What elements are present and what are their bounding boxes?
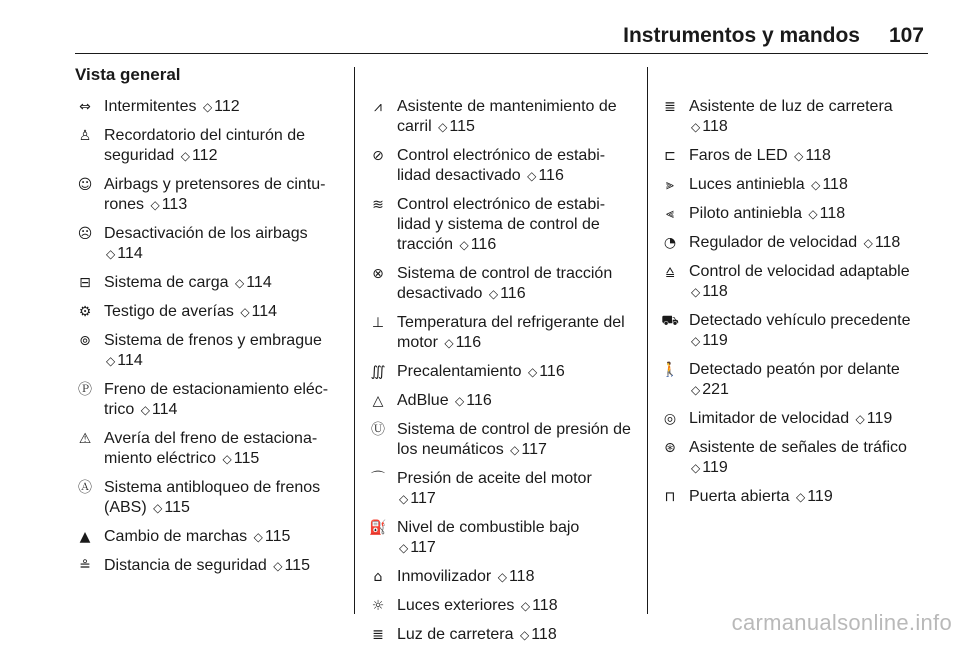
indicator-label: Sistema de frenos y embrague [104, 332, 322, 349]
page-reference[interactable] [518, 626, 557, 643]
page-reference[interactable] [794, 488, 833, 505]
page-reference-arrow-icon: ◇ [106, 354, 116, 368]
page-reference-arrow-icon: ◇ [455, 394, 465, 408]
page-reference-arrow-icon: ◇ [438, 120, 448, 134]
indicator-entry [368, 567, 636, 587]
page-reference-arrow-icon: ◇ [273, 559, 283, 573]
indicator-entry [75, 126, 345, 166]
page-reference-number: 117 [410, 539, 436, 556]
seat-belt-icon: ♙ [78, 128, 92, 144]
page-reference[interactable] [689, 459, 728, 476]
indicator-entry [75, 175, 345, 215]
page-reference-number: 116 [538, 167, 564, 184]
page-reference-arrow-icon: ◇ [691, 461, 701, 475]
page-reference-number: 115 [449, 118, 475, 135]
indicator-entry [368, 195, 636, 255]
indicator-label: Desactivación de los airbags [104, 225, 308, 242]
speed-limiter-icon: ◎ [663, 411, 677, 427]
page-reference-arrow-icon: ◇ [497, 570, 507, 584]
page-reference[interactable] [397, 539, 436, 556]
indicator-label: Temperatura del refrigerante del motor [397, 314, 625, 351]
indicator-label: Avería del freno de estaciona- miento eléctrico [104, 430, 318, 467]
page-reference-arrow-icon: ◇ [202, 100, 213, 114]
page-reference[interactable] [689, 332, 728, 349]
page-reference-arrow-icon: ◇ [811, 178, 821, 192]
indicator-entry [368, 146, 636, 186]
indicator-entry [368, 97, 636, 137]
indicator-label: Airbags y pretensores de cintu- rones [104, 176, 326, 213]
page-reference[interactable] [442, 334, 481, 351]
column-right [660, 97, 930, 516]
indicator-label: Piloto antiniebla [689, 205, 802, 222]
page-reference[interactable] [201, 98, 240, 115]
indicator-entry [660, 487, 930, 507]
page-reference-arrow-icon: ◇ [808, 207, 818, 221]
indicator-entry [75, 429, 345, 469]
esc-off-icon: ⊘ [372, 148, 384, 164]
page-reference-number: 119 [702, 332, 728, 349]
page-reference-number: 114 [251, 303, 278, 320]
indicator-entry [368, 313, 636, 353]
indicator-entry [660, 146, 930, 166]
indicator-label: Control de velocidad adaptable [689, 263, 910, 280]
vehicle-ahead-icon: ⛟ [661, 313, 679, 329]
page-reference-arrow-icon: ◇ [399, 541, 409, 555]
page-reference-arrow-icon: ◇ [140, 403, 150, 417]
page-reference-arrow-icon: ◇ [459, 238, 469, 252]
indicator-entry [660, 311, 930, 351]
page-reference[interactable] [238, 303, 277, 320]
rear-fog-light-icon: ⫷ [666, 206, 674, 222]
indicator-entry [75, 331, 345, 371]
indicator-label: Faros de LED [689, 147, 788, 164]
page-reference-number: 118 [805, 147, 831, 164]
page-reference-arrow-icon: ◇ [855, 412, 865, 426]
airbag-off-icon: ☹ [77, 226, 93, 242]
cruise-control-icon: ◔ [663, 235, 677, 251]
indicator-label: Presión de aceite del motor [397, 470, 592, 487]
indicator-label: Sistema antibloqueo de frenos (ABS) [104, 479, 321, 516]
parking-brake-fault-icon: ⚠ [78, 431, 92, 447]
immobilizer-icon: ⌂ [373, 569, 383, 585]
page-reference-number: 117 [410, 490, 436, 507]
page-reference-arrow-icon: ◇ [691, 383, 701, 397]
chapter-title: Instrumentos y mandos [623, 24, 860, 47]
indicator-entry [660, 262, 930, 302]
page-reference-number: 116 [470, 236, 497, 253]
page-reference[interactable] [104, 352, 143, 369]
indicator-entry [75, 302, 345, 322]
page-reference[interactable] [151, 499, 190, 516]
page-reference[interactable] [496, 568, 535, 585]
indicator-label: AdBlue [397, 392, 449, 409]
indicator-entry [75, 556, 345, 576]
page-reference[interactable] [854, 410, 893, 427]
page-reference-arrow-icon: ◇ [180, 149, 190, 163]
page-reference[interactable] [148, 196, 187, 213]
indicator-entry [660, 233, 930, 253]
page-reference-arrow-icon: ◇ [106, 247, 116, 261]
page-reference-arrow-icon: ◇ [222, 452, 232, 466]
page-reference-number: 114 [117, 352, 143, 369]
page-reference-arrow-icon: ◇ [488, 287, 499, 301]
indicator-entry [660, 97, 930, 137]
column-divider [354, 67, 355, 614]
page-reference-number: 115 [284, 557, 310, 574]
page-reference[interactable] [508, 441, 547, 458]
indicator-label: Puerta abierta [689, 488, 790, 505]
header-rule [75, 53, 928, 54]
indicator-label: Intermitentes [104, 98, 197, 115]
page-reference[interactable] [271, 557, 310, 574]
indicator-entry [660, 409, 930, 429]
indicator-entry [75, 224, 345, 264]
indicator-label: Luz de carretera [397, 626, 514, 643]
column-divider [647, 67, 648, 614]
page-reference-arrow-icon: ◇ [150, 198, 160, 212]
page-reference[interactable] [487, 285, 526, 302]
lane-assist-icon: ⩘ [374, 99, 382, 115]
page-reference[interactable] [233, 274, 272, 291]
page-reference-arrow-icon: ◇ [519, 628, 530, 642]
indicator-label: Asistente de mantenimiento de carril [397, 98, 617, 135]
indicator-label: Precalentamiento [397, 363, 522, 380]
indicator-entry [368, 469, 636, 509]
turn-signal-icon: ⇔ [79, 99, 91, 115]
indicator-entry [660, 204, 930, 224]
page-reference-number: 114 [246, 274, 272, 291]
indicator-label: Nivel de combustible bajo [397, 519, 580, 536]
indicator-label: Sistema de carga [104, 274, 229, 291]
indicator-label: Detectado peatón por delante [689, 361, 900, 378]
indicator-entry [368, 596, 636, 616]
indicator-label: Sistema de control de tracción desactivado [397, 265, 613, 302]
oil-pressure-icon: ⌒ [371, 471, 385, 487]
page-reference-number: 117 [521, 441, 547, 458]
watermark: carmanualsonline.info [731, 610, 952, 635]
page-reference[interactable] [806, 205, 845, 222]
low-fuel-icon: ⛽ [369, 520, 387, 536]
coolant-temperature-icon: ⊥ [371, 315, 385, 331]
page-reference-number: 116 [466, 392, 492, 409]
indicator-label: Sistema de control de presión de los neumáticos [397, 421, 631, 458]
high-beam-assist-icon: ≣ [664, 99, 676, 115]
indicator-entry [75, 527, 345, 547]
indicator-entry [75, 97, 345, 117]
page-reference-number: 114 [151, 401, 178, 418]
page-reference[interactable] [453, 392, 492, 409]
page-reference[interactable] [525, 167, 564, 184]
indicator-entry [660, 175, 930, 195]
indicator-entry [660, 360, 930, 400]
following-distance-icon: ≗ [79, 558, 91, 574]
page-reference-number: 118 [822, 176, 848, 193]
indicator-entry [368, 518, 636, 558]
indicator-label: Freno de estacionamiento eléc- trico [104, 381, 329, 418]
page-reference-arrow-icon: ◇ [691, 285, 701, 299]
page-reference-number: 119 [702, 459, 728, 476]
page-reference[interactable] [526, 363, 565, 380]
page-reference-arrow-icon: ◇ [240, 305, 250, 319]
abs-icon: Ⓐ [78, 480, 92, 496]
high-beam-icon: ≣ [372, 627, 384, 643]
exterior-lights-icon: ☼ [371, 598, 385, 614]
indicator-entry [660, 438, 930, 478]
page-reference-number: 118 [531, 626, 557, 643]
indicator-entry [368, 420, 636, 460]
page-reference-number: 116 [539, 363, 565, 380]
page-reference[interactable] [862, 234, 901, 251]
page-reference-number: 115 [233, 450, 260, 467]
page-reference-arrow-icon: ◇ [253, 530, 263, 544]
page-reference-arrow-icon: ◇ [510, 443, 520, 457]
adblue-icon: △ [372, 393, 384, 409]
page-reference[interactable] [436, 118, 475, 135]
page-reference[interactable] [457, 236, 496, 253]
page-reference-arrow-icon: ◇ [153, 501, 163, 515]
page-reference-number: 115 [164, 499, 190, 516]
indicator-entry [75, 380, 345, 420]
brake-system-icon: ⊚ [79, 333, 91, 349]
tire-pressure-icon: Ⓤ [371, 422, 385, 438]
indicator-label: Detectado vehículo precedente [689, 312, 911, 329]
led-headlights-icon: ⊏ [664, 148, 676, 164]
page-reference-arrow-icon: ◇ [863, 236, 873, 250]
indicator-label: Cambio de marchas [104, 528, 248, 545]
page-reference[interactable] [397, 490, 436, 507]
page-reference-number: 118 [819, 205, 846, 222]
indicator-label: Distancia de seguridad [104, 557, 267, 574]
esc-icon: ≋ [372, 197, 384, 213]
page-reference-arrow-icon: ◇ [399, 492, 409, 506]
indicator-entry [75, 273, 345, 293]
page-reference-number: 221 [702, 381, 729, 398]
indicator-entry [368, 625, 636, 645]
page-reference[interactable] [252, 528, 291, 545]
engine-fault-icon: ⚙ [78, 304, 92, 320]
page-reference-arrow-icon: ◇ [444, 336, 454, 350]
traffic-sign-assist-icon: ⊛ [664, 440, 676, 456]
indicator-entry [75, 478, 345, 518]
indicator-entry [368, 362, 636, 382]
indicator-label: Testigo de averías [104, 303, 234, 320]
page-reference-arrow-icon: ◇ [520, 599, 531, 613]
airbag-icon: ☺ [77, 177, 93, 193]
page-reference-number: 114 [117, 245, 143, 262]
page-reference[interactable] [689, 283, 728, 300]
indicator-label: Limitador de velocidad [689, 410, 850, 427]
indicator-entry [368, 264, 636, 304]
adaptive-cruise-icon: ⩠ [665, 264, 675, 280]
indicator-label: Luces antiniebla [689, 176, 805, 193]
page-reference[interactable] [689, 381, 729, 398]
indicator-label: Recordatorio del cinturón de seguridad [104, 127, 306, 164]
page-reference-arrow-icon: ◇ [794, 149, 804, 163]
indicator-label: Luces exteriores [397, 597, 515, 614]
page-header [75, 20, 928, 54]
page-reference-number: 116 [455, 334, 482, 351]
page-reference-number: 112 [214, 98, 240, 115]
page-reference[interactable] [139, 401, 178, 418]
page-reference[interactable] [689, 118, 728, 135]
page-reference[interactable] [179, 147, 218, 164]
page-reference-number: 119 [866, 410, 893, 427]
battery-icon: ⊟ [79, 275, 91, 291]
column-left [75, 97, 345, 585]
indicator-label: Control electrónico de estabi- lidad y sistema de control de tracción [397, 196, 606, 253]
page-reference[interactable] [221, 450, 260, 467]
page-reference[interactable] [792, 147, 831, 164]
page-reference-number: 115 [264, 528, 291, 545]
pedestrian-ahead-icon: 🚶 [661, 362, 679, 378]
indicator-label: Inmovilizador [397, 568, 492, 585]
page-reference[interactable] [809, 176, 848, 193]
door-open-icon: ⊓ [664, 489, 676, 505]
fog-lights-icon: ⫸ [666, 177, 674, 193]
page-reference[interactable] [104, 245, 143, 262]
page-reference-number: 113 [161, 196, 188, 213]
page-reference-number: 118 [702, 118, 728, 135]
page-reference-arrow-icon: ◇ [691, 334, 701, 348]
indicator-entry [368, 391, 636, 411]
indicator-label: Asistente de luz de carretera [689, 98, 893, 115]
section-title: Vista general [75, 65, 181, 84]
page-reference-number: 119 [807, 488, 833, 505]
page-reference-number: 116 [500, 285, 526, 302]
page-reference-arrow-icon: ◇ [527, 169, 537, 183]
indicator-label: Control electrónico de estabi- lidad desactivado [397, 147, 606, 184]
indicator-label: Regulador de velocidad [689, 234, 858, 251]
parking-brake-icon: Ⓟ [78, 382, 92, 398]
traction-control-off-icon: ⊗ [372, 266, 384, 282]
page-reference-arrow-icon: ◇ [691, 120, 701, 134]
page-reference-number: 118 [508, 568, 535, 585]
page-reference-arrow-icon: ◇ [795, 490, 806, 504]
page-reference-arrow-icon: ◇ [234, 276, 245, 290]
column-middle [368, 97, 636, 654]
page-reference-arrow-icon: ◇ [527, 365, 538, 379]
indicator-label: Asistente de señales de tráfico [689, 439, 907, 456]
page-reference[interactable] [519, 597, 558, 614]
page-reference-number: 118 [874, 234, 901, 251]
page-number: 107 [888, 24, 924, 47]
gear-shift-icon: ▲ [79, 529, 91, 545]
page-reference-number: 118 [702, 283, 728, 300]
page-reference-number: 118 [532, 597, 558, 614]
page-reference-number: 112 [191, 147, 218, 164]
preheating-icon: ∭ [370, 364, 386, 380]
